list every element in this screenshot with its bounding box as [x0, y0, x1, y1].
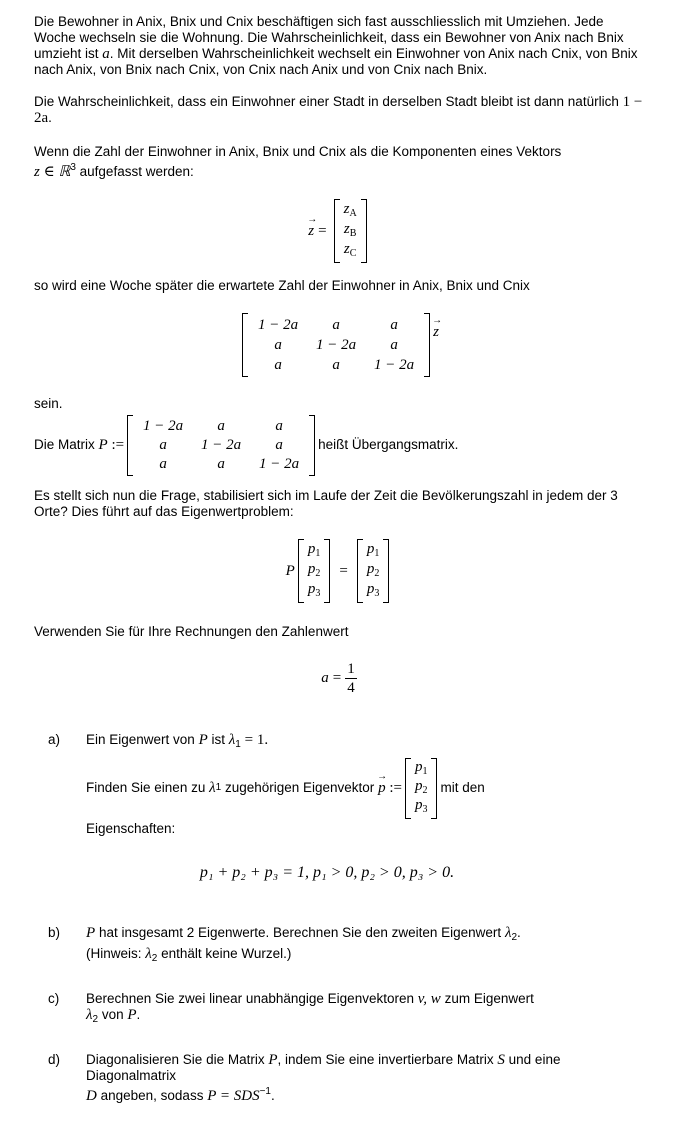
stay-probability: Die Wahrscheinlichkeit, dass ein Einwohner einer Stadt in derselben Stadt bleibt ist dann natürlich 1 − 2a. [34, 94, 643, 126]
p-matrix: 1 − 2a a a a 1 − 2a a a a 1 − 2a [127, 415, 315, 476]
intro-paragraph: Die Bewohner in Anix, Bnix und Cnix beschäftigen sich fast ausschliesslich mit Umziehen. Jede Woche wechseln sie die Wohnung. Die Wahrscheinlichkeit, dass ein Bewohner von Anix nach Bnix umzieht ist a. Mit derselben Wahrscheinlichkeit wechselt ein Einwohner von Anix nach Cnix, von Bnix nach Anix, von Bnix nach Cnix, von Cnix nach Anix und von Cnix nach Bnix. [34, 14, 638, 77]
part-a: a) Ein Eigenwert von P ist $\lambda_1 = 1$. Finden Sie einen zu λ 1 zugehörigen Eigenvektor → p := $p_1$ $p_2$ $p_3$ mit den Eigenschaften: p₁ + p₂ + p₃ = 1, p₁ > 0, p₂ > 0, p₃ > 0. [34, 732, 644, 881]
a-value-equation: a = $\frac{1}{4}$ [321, 660, 355, 696]
question-text: Es stellt sich nun die Frage, stabilisiert sich im Laufe der Zeit die Bevölkerungszahl in jedem der 3 Orte? Dies führt auf das Eigenwertproblem: [34, 488, 618, 519]
condition-equation: p₁ + p₂ + p₃ = 1, p₁ > 0, p₂ > 0, p₃ > 0. [199, 864, 455, 881]
document-page [34, 14, 644, 1104]
transition-matrix: 1 − 2a a a a 1 − 2a a a a 1 − 2a [242, 313, 430, 377]
use-value-text: Verwenden Sie für Ihre Rechnungen den Zahlenwert [34, 624, 349, 639]
transition-product: 1 − 2a a a a 1 − 2a a a a 1 − 2a → z [34, 312, 644, 378]
z-vector-equation: → z = $z_A$ $z_B$ $z_C$ [34, 198, 644, 264]
after-z-text: so wird eine Woche später die erwartete Zahl der Einwohner in Anix, Bnix und Cnix [34, 278, 530, 293]
p-definition: Die Matrix P := 1 − 2a a a a 1 − 2a a a a 1 − 2a heißt Übergangsmatrix. [34, 414, 644, 476]
part-c: c) Berechnen Sie zwei linear unabhängige Eigenvektoren v, w zum Eigenwert $\lambda_2$ von P. [48, 991, 534, 1025]
sein-text: sein. [34, 396, 63, 411]
eigen-equation: P $p_1$ $p_2$ $p_3$ = $p_1$ $p_2$ $p_3$ [34, 538, 644, 604]
z-vector: $z_A$ $z_B$ $z_C$ [334, 199, 367, 263]
vector-intro: Wenn die Zahl der Einwohner in Anix, Bnix und Cnix als die Komponenten eines Vektors z ∈ ℝ$^3$ aufgefasst werden: [34, 144, 562, 180]
part-d: d) Diagonalisieren Sie die Matrix P, indem Sie eine invertierbare Matrix S und eine Diagonalmatrix D angeben, sodass $P = SDS^{-1}$. [48, 1052, 561, 1104]
part-b: b) P hat insgesamt 2 Eigenwerte. Berechnen Sie den zweiten Eigenwert $\lambda_2$. (Hinweis: $\lambda_2$ enthält keine Wurzel.) [48, 925, 521, 964]
